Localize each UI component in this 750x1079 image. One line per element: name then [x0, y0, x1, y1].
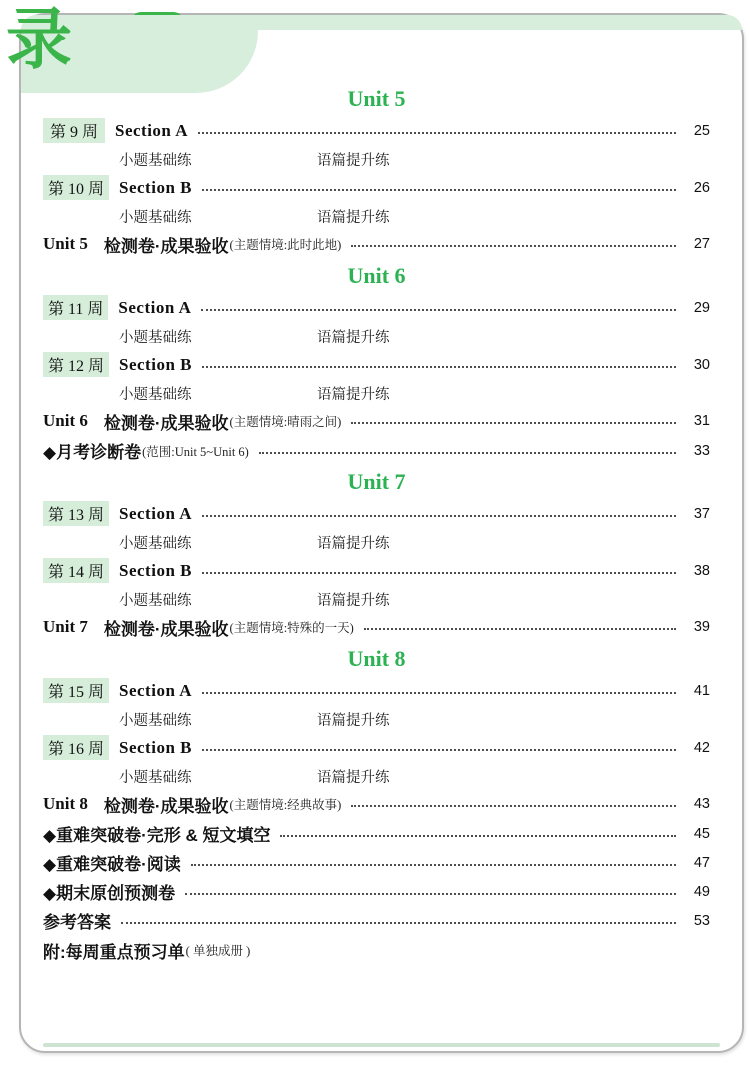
monthly-exam-note: (范围:Unit 5~Unit 6) [142, 444, 249, 459]
exam-title: 检测卷·成果验收 [103, 236, 229, 256]
toc-entry [43, 675, 710, 706]
dot-leader [202, 572, 676, 574]
page-number: 25 [693, 122, 710, 139]
answers-entry [43, 906, 710, 935]
practice-row [43, 203, 710, 229]
toc-entry [43, 349, 710, 380]
toc-logo-glyph: 录 [6, 2, 72, 76]
dot-leader [121, 922, 676, 924]
practice-row [43, 529, 710, 555]
dot-leader [202, 366, 676, 368]
exam-title: 检测卷·成果验收 [103, 619, 229, 639]
page-number: 37 [693, 505, 710, 522]
practice-row [43, 380, 710, 406]
unit-header [43, 82, 710, 115]
dot-leader [202, 189, 676, 191]
page-number: 26 [693, 179, 710, 196]
practice-basic: 小题基础练 [119, 386, 192, 403]
appendix-entry [43, 935, 710, 965]
unit-header [43, 465, 710, 498]
bottom-accent-line [43, 1043, 720, 1047]
week-badge: 第 16 周 [43, 735, 109, 760]
monthly-exam-title: ◆月考诊断卷 [43, 443, 142, 462]
unit-title: Unit 5 [347, 85, 406, 111]
section-title: Section B [119, 560, 192, 580]
special-title: ◆重难突破卷·完形 & 短文填空 [43, 826, 271, 845]
page-number: 45 [693, 825, 710, 842]
page-frame [19, 13, 744, 1053]
page-number: 42 [693, 739, 710, 756]
dot-leader [201, 309, 676, 311]
special-entry [43, 819, 710, 848]
page-number: 38 [693, 562, 710, 579]
week-badge: 第 10 周 [43, 175, 109, 200]
dot-leader [202, 749, 676, 751]
practice-advanced: 语篇提升练 [317, 209, 390, 226]
week-badge: 第 15 周 [43, 678, 109, 703]
practice-basic: 小题基础练 [119, 592, 192, 609]
practice-basic: 小题基础练 [119, 535, 192, 552]
dot-leader [280, 835, 676, 837]
practice-basic: 小题基础练 [119, 329, 192, 346]
page-number: 43 [693, 796, 710, 812]
appendix-note: ( 单独成册 ) [185, 944, 251, 958]
section-title: Section A [119, 503, 192, 523]
exam-unit-prefix: Unit 5 [43, 234, 88, 253]
page-number: 30 [693, 356, 710, 373]
special-title: ◆重难突破卷·阅读 [43, 855, 181, 874]
week-badge: 第 9 周 [43, 118, 105, 143]
page-number: 53 [693, 912, 710, 929]
unit-header [43, 259, 710, 292]
exam-entry [43, 229, 710, 259]
exam-note: (主题情境:经典故事) [229, 798, 342, 812]
page-number: 31 [693, 413, 710, 429]
week-badge: 第 14 周 [43, 558, 109, 583]
section-title: Section A [115, 120, 188, 140]
exam-note: (主题情境:特殊的一天) [229, 621, 354, 635]
dot-leader [351, 422, 676, 424]
dot-leader [259, 452, 676, 454]
page-number: 41 [693, 682, 710, 699]
exam-note: (主题情境:晴雨之间) [229, 415, 342, 429]
dot-leader [202, 692, 676, 694]
dot-leader [185, 893, 676, 895]
answers-title: 参考答案 [43, 913, 111, 932]
dot-leader [198, 132, 676, 134]
page-number: 29 [693, 299, 710, 316]
practice-advanced: 语篇提升练 [317, 535, 390, 552]
toc-entry [43, 292, 710, 323]
toc-entry [43, 115, 710, 146]
unit-title: Unit 7 [347, 468, 406, 494]
practice-advanced: 语篇提升练 [317, 769, 390, 786]
practice-basic: 小题基础练 [119, 712, 192, 729]
dot-leader [351, 805, 676, 807]
practice-basic: 小题基础练 [119, 152, 192, 169]
week-badge: 第 12 周 [43, 352, 109, 377]
toc-content [43, 82, 710, 965]
practice-row [43, 146, 710, 172]
exam-entry [43, 406, 710, 436]
toc-entry [43, 498, 710, 529]
exam-unit-prefix: Unit 6 [43, 411, 88, 430]
unit-title: Unit 8 [347, 645, 406, 671]
section-title: Section B [119, 354, 192, 374]
page-number: 47 [693, 854, 710, 871]
exam-note: (主题情境:此时此地) [229, 238, 342, 252]
practice-advanced: 语篇提升练 [317, 152, 390, 169]
practice-row [43, 706, 710, 732]
exam-title: 检测卷·成果验收 [103, 413, 229, 433]
page-number: 49 [693, 883, 710, 900]
toc-entry [43, 555, 710, 586]
practice-row [43, 323, 710, 349]
toc-entry [43, 172, 710, 203]
special-title: ◆期末原创预测卷 [43, 884, 176, 903]
practice-advanced: 语篇提升练 [317, 386, 390, 403]
exam-entry [43, 612, 710, 642]
page-number: 27 [693, 236, 710, 252]
special-entry [43, 877, 710, 906]
unit-header [43, 642, 710, 675]
exam-unit-prefix: Unit 8 [43, 794, 88, 813]
practice-basic: 小题基础练 [119, 769, 192, 786]
section-title: Section A [119, 680, 192, 700]
special-entry [43, 848, 710, 877]
practice-row [43, 763, 710, 789]
dot-leader [364, 628, 676, 630]
dot-leader [202, 515, 676, 517]
week-badge: 第 13 周 [43, 501, 109, 526]
section-title: Section A [118, 297, 192, 317]
week-badge: 第 11 周 [43, 295, 108, 320]
appendix-title: 附:每周重点预习单 [43, 942, 185, 962]
page-number: 33 [693, 442, 710, 459]
exam-title: 检测卷·成果验收 [103, 796, 229, 816]
dot-leader [351, 245, 676, 247]
practice-advanced: 语篇提升练 [317, 329, 390, 346]
toc-entry [43, 732, 710, 763]
practice-basic: 小题基础练 [119, 209, 192, 226]
exam-entry [43, 789, 710, 819]
page-number: 39 [693, 619, 710, 635]
practice-row [43, 586, 710, 612]
section-title: Section B [119, 737, 192, 757]
section-title: Section B [119, 177, 192, 197]
practice-advanced: 语篇提升练 [317, 712, 390, 729]
exam-unit-prefix: Unit 7 [43, 617, 88, 636]
dot-leader [191, 864, 676, 866]
monthly-exam-entry [43, 436, 710, 465]
practice-advanced: 语篇提升练 [317, 592, 390, 609]
unit-title: Unit 6 [347, 262, 406, 288]
